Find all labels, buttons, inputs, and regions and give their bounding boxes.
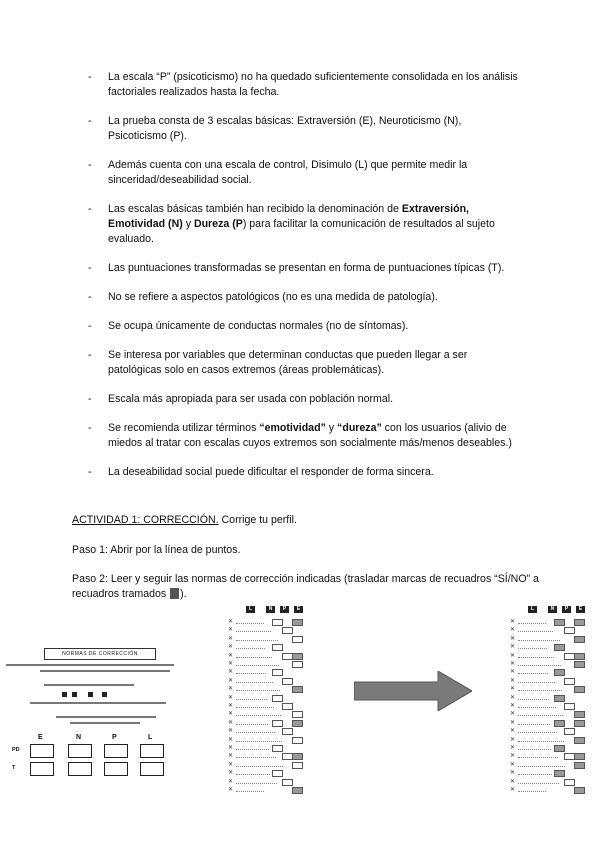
mark-x-icon: ✕ xyxy=(510,661,516,667)
mark-x-icon: ✕ xyxy=(228,787,234,793)
form-letter-n: N xyxy=(76,734,82,741)
bold-term: Dureza (P xyxy=(193,218,243,230)
bullet-text: Las escalas básicas también han recibido la denominación de xyxy=(108,203,402,215)
sheet-row xyxy=(228,635,304,643)
activity-heading: ACTIVIDAD 1: CORRECCIÓN. xyxy=(72,514,219,526)
sheet-row xyxy=(510,643,586,651)
sheet-row xyxy=(228,685,304,693)
answer-box xyxy=(564,779,575,786)
shaded-box xyxy=(574,787,585,794)
mark-x-icon: ✕ xyxy=(510,703,516,709)
sheet-row xyxy=(510,769,586,777)
mark-x-icon: ✕ xyxy=(510,677,516,684)
bullet-item xyxy=(88,70,518,100)
sheet-row xyxy=(510,660,586,668)
answer-box xyxy=(272,669,283,676)
bullet-item xyxy=(88,421,518,451)
mark-x-icon: ✕ xyxy=(228,694,234,701)
answer-sheet-before xyxy=(226,606,306,792)
bullet-item xyxy=(88,202,518,247)
answer-box xyxy=(282,779,293,786)
sheet-row xyxy=(510,786,586,794)
answer-box xyxy=(282,678,293,685)
mark-x-icon: ✕ xyxy=(228,703,234,709)
bullet-text: y xyxy=(325,422,338,434)
shaded-box xyxy=(292,753,303,760)
bullet-text: No se refiere a aspectos patológicos (no es una medida de patología). xyxy=(108,291,438,303)
answer-box xyxy=(574,636,585,643)
bullet-item xyxy=(88,319,518,334)
mark-x-icon: ✕ xyxy=(228,719,234,726)
sheet-row xyxy=(228,744,304,752)
sheet-row xyxy=(228,727,304,735)
mark-x-icon: ✕ xyxy=(228,753,234,760)
bullet-item xyxy=(88,392,518,407)
sheet-row xyxy=(510,736,586,744)
sheet-header: E xyxy=(576,606,585,613)
mark-x-icon: ✕ xyxy=(510,745,516,751)
shaded-box-swatch xyxy=(170,588,179,599)
sheet-header: E xyxy=(294,606,303,613)
mark-x-icon: ✕ xyxy=(510,644,516,651)
bullet-text: ) para facilitar la comunicación de resultados al sujeto evaluado. xyxy=(108,218,495,245)
shaded-box xyxy=(292,686,303,693)
answer-box xyxy=(272,695,283,702)
answer-box xyxy=(574,762,585,769)
sheet-row xyxy=(510,626,586,634)
sheet-row xyxy=(228,719,304,727)
answer-box xyxy=(554,669,565,676)
mark-x-icon: ✕ xyxy=(228,770,234,777)
sheet-row xyxy=(510,652,586,660)
sheet-row xyxy=(510,618,586,626)
sheet-row xyxy=(228,677,304,685)
sheet-header: L xyxy=(246,606,255,613)
bullet-text: con los usuarios (alivio de miedos al tratar con escalas cuyos extremos son socialmente más/menos deseables.) xyxy=(108,422,512,449)
answer-box xyxy=(564,703,575,710)
bullet-text: La prueba consta de 3 escalas básicas: Extraversión (E), Neuroticismo (N), Psicoticismo (P). xyxy=(108,115,462,142)
answer-box xyxy=(292,762,303,769)
sheet-row xyxy=(228,761,304,769)
answer-box xyxy=(272,720,283,727)
mark-x-icon: ✕ xyxy=(510,627,516,634)
activity-line xyxy=(72,513,542,528)
sheet-row xyxy=(510,702,586,710)
form-label-t: T xyxy=(12,765,16,771)
answer-box xyxy=(554,644,565,651)
mark-x-icon: ✕ xyxy=(510,736,516,743)
mark-x-icon: ✕ xyxy=(510,728,516,735)
mark-x-icon: ✕ xyxy=(228,635,234,642)
mark-x-icon: ✕ xyxy=(228,619,234,625)
bullet-item xyxy=(88,261,518,276)
mark-x-icon: ✕ xyxy=(510,719,516,726)
sheet-row xyxy=(510,685,586,693)
answer-box xyxy=(282,703,293,710)
sheet-row xyxy=(228,710,304,718)
sheet-row xyxy=(228,769,304,777)
bullet-text: Se recomienda utilizar términos xyxy=(108,422,260,434)
mark-x-icon: ✕ xyxy=(510,619,516,625)
sheet-row xyxy=(510,677,586,685)
mark-x-icon: ✕ xyxy=(510,778,516,785)
bullet-item xyxy=(88,348,518,378)
answer-box xyxy=(564,728,575,735)
answer-box xyxy=(272,745,283,752)
sheet-row xyxy=(510,761,586,769)
answer-box xyxy=(292,636,303,643)
mark-x-icon: ✕ xyxy=(228,778,234,785)
sheet-row xyxy=(228,652,304,660)
sheet-row xyxy=(228,643,304,651)
sheet-row xyxy=(228,626,304,634)
sheet-row xyxy=(228,660,304,668)
answer-box xyxy=(554,695,565,702)
mark-x-icon: ✕ xyxy=(228,761,234,768)
shaded-box xyxy=(574,720,585,727)
answer-box xyxy=(554,745,565,752)
answer-box xyxy=(564,678,575,685)
sheet-row xyxy=(228,786,304,794)
form-letter-p: P xyxy=(112,734,117,741)
answer-box xyxy=(554,619,565,626)
sheet-row xyxy=(510,744,586,752)
bold-term: “dureza” xyxy=(337,422,382,434)
step-2-text: Paso 2: Leer y seguir las normas de corrección indicadas (trasladar marcas de recuadros “SÍ/NO” a recuadros tramados xyxy=(72,573,539,600)
sheet-row xyxy=(228,702,304,710)
bullet-list xyxy=(88,70,518,494)
answer-box xyxy=(574,737,585,744)
step-1: Paso 1: Abrir por la línea de puntos. xyxy=(72,544,241,556)
step-2-end: ). xyxy=(180,588,187,600)
sheet-row xyxy=(228,736,304,744)
answer-box xyxy=(564,627,575,634)
mark-x-icon: ✕ xyxy=(510,652,516,659)
mark-x-icon: ✕ xyxy=(228,644,234,651)
activity-text: Corrige tu perfil. xyxy=(218,514,297,526)
bold-term: Extraversión, Emotividad (N) xyxy=(108,203,470,230)
mark-x-icon: ✕ xyxy=(228,686,234,693)
sheet-row xyxy=(228,618,304,626)
bullet-text: La deseabilidad social puede dificultar el responder de forma sincera. xyxy=(108,466,434,478)
bullet-item xyxy=(88,465,518,480)
bullet-text: Escala más apropiada para ser usada con población normal. xyxy=(108,393,394,405)
bullet-text: Se interesa por variables que determinan conductas que pueden llegar a ser patológicas solo en casos extremos (áreas problemáticas). xyxy=(108,349,468,376)
sheet-header: N xyxy=(548,606,557,613)
bold-term: “emotividad” xyxy=(259,422,326,434)
mark-x-icon: ✕ xyxy=(510,635,516,642)
sheet-header: P xyxy=(280,606,289,613)
mark-x-icon: ✕ xyxy=(228,736,234,743)
form-letter-l: L xyxy=(148,734,153,741)
sheet-row xyxy=(510,635,586,643)
sheet-row xyxy=(510,694,586,702)
bullet-item xyxy=(88,114,518,144)
shaded-box xyxy=(574,753,585,760)
mark-x-icon: ✕ xyxy=(510,711,516,718)
bullet-item xyxy=(88,290,518,305)
mark-x-icon: ✕ xyxy=(510,694,516,701)
form-title: NORMAS DE CORRECCIÓN xyxy=(44,648,156,660)
mark-x-icon: ✕ xyxy=(510,770,516,777)
sheet-row xyxy=(510,752,586,760)
sheet-row xyxy=(510,778,586,786)
sheet-header: P xyxy=(562,606,571,613)
answer-box xyxy=(272,770,283,777)
mark-x-icon: ✕ xyxy=(228,652,234,659)
sheet-row xyxy=(510,727,586,735)
mark-x-icon: ✕ xyxy=(228,669,234,676)
mark-x-icon: ✕ xyxy=(228,627,234,634)
bullet-text: La escala “P” (psicoticismo) no ha quedado suficientemente consolidada en los análisis factoriales realizados hasta la fecha. xyxy=(108,71,518,98)
sheet-row xyxy=(510,668,586,676)
answer-box xyxy=(554,770,565,777)
mark-x-icon: ✕ xyxy=(510,669,516,676)
mark-x-icon: ✕ xyxy=(228,745,234,751)
sheet-row xyxy=(228,694,304,702)
mark-x-icon: ✕ xyxy=(228,677,234,684)
shaded-box xyxy=(292,653,303,660)
form-letter-e: E xyxy=(38,734,43,741)
arrow-right-icon xyxy=(354,671,472,711)
answer-box xyxy=(292,737,303,744)
mark-x-icon: ✕ xyxy=(510,761,516,768)
mark-x-icon: ✕ xyxy=(228,661,234,667)
shaded-box xyxy=(292,787,303,794)
sheet-row xyxy=(228,752,304,760)
answer-box xyxy=(292,661,303,668)
mark-x-icon: ✕ xyxy=(228,711,234,718)
answer-box xyxy=(272,619,283,626)
sheet-header: L xyxy=(528,606,537,613)
sheet-row xyxy=(228,778,304,786)
step-2 xyxy=(72,572,542,602)
answer-box xyxy=(292,711,303,718)
answer-box xyxy=(282,627,293,634)
bullet-text: Además cuenta con una escala de control, Disimulo (L) que permite medir la sinceridad/deseabilidad social. xyxy=(108,159,468,186)
bullet-text: y xyxy=(182,218,194,230)
form-label-pd: PD xyxy=(12,747,20,753)
sheet-row xyxy=(228,668,304,676)
sheet-header: N xyxy=(266,606,275,613)
correction-rules-image xyxy=(0,640,205,790)
answer-box xyxy=(272,644,283,651)
answer-box xyxy=(554,720,565,727)
sheet-row xyxy=(510,719,586,727)
shaded-box xyxy=(574,653,585,660)
mark-x-icon: ✕ xyxy=(510,686,516,693)
sheet-row xyxy=(510,710,586,718)
answer-box xyxy=(574,711,585,718)
bullet-item xyxy=(88,158,518,188)
shaded-box xyxy=(292,720,303,727)
answer-sheet-after xyxy=(508,606,588,792)
shaded-box xyxy=(574,619,585,626)
bullet-text: Se ocupa únicamente de conductas normales (no de síntomas). xyxy=(108,320,409,332)
answer-box xyxy=(282,728,293,735)
shaded-box xyxy=(574,686,585,693)
bullet-text: Las puntuaciones transformadas se presentan en forma de puntuaciones típicas (T). xyxy=(108,262,505,274)
mark-x-icon: ✕ xyxy=(510,787,516,793)
mark-x-icon: ✕ xyxy=(510,753,516,760)
shaded-box xyxy=(292,619,303,626)
mark-x-icon: ✕ xyxy=(228,728,234,735)
answer-box xyxy=(574,661,585,668)
